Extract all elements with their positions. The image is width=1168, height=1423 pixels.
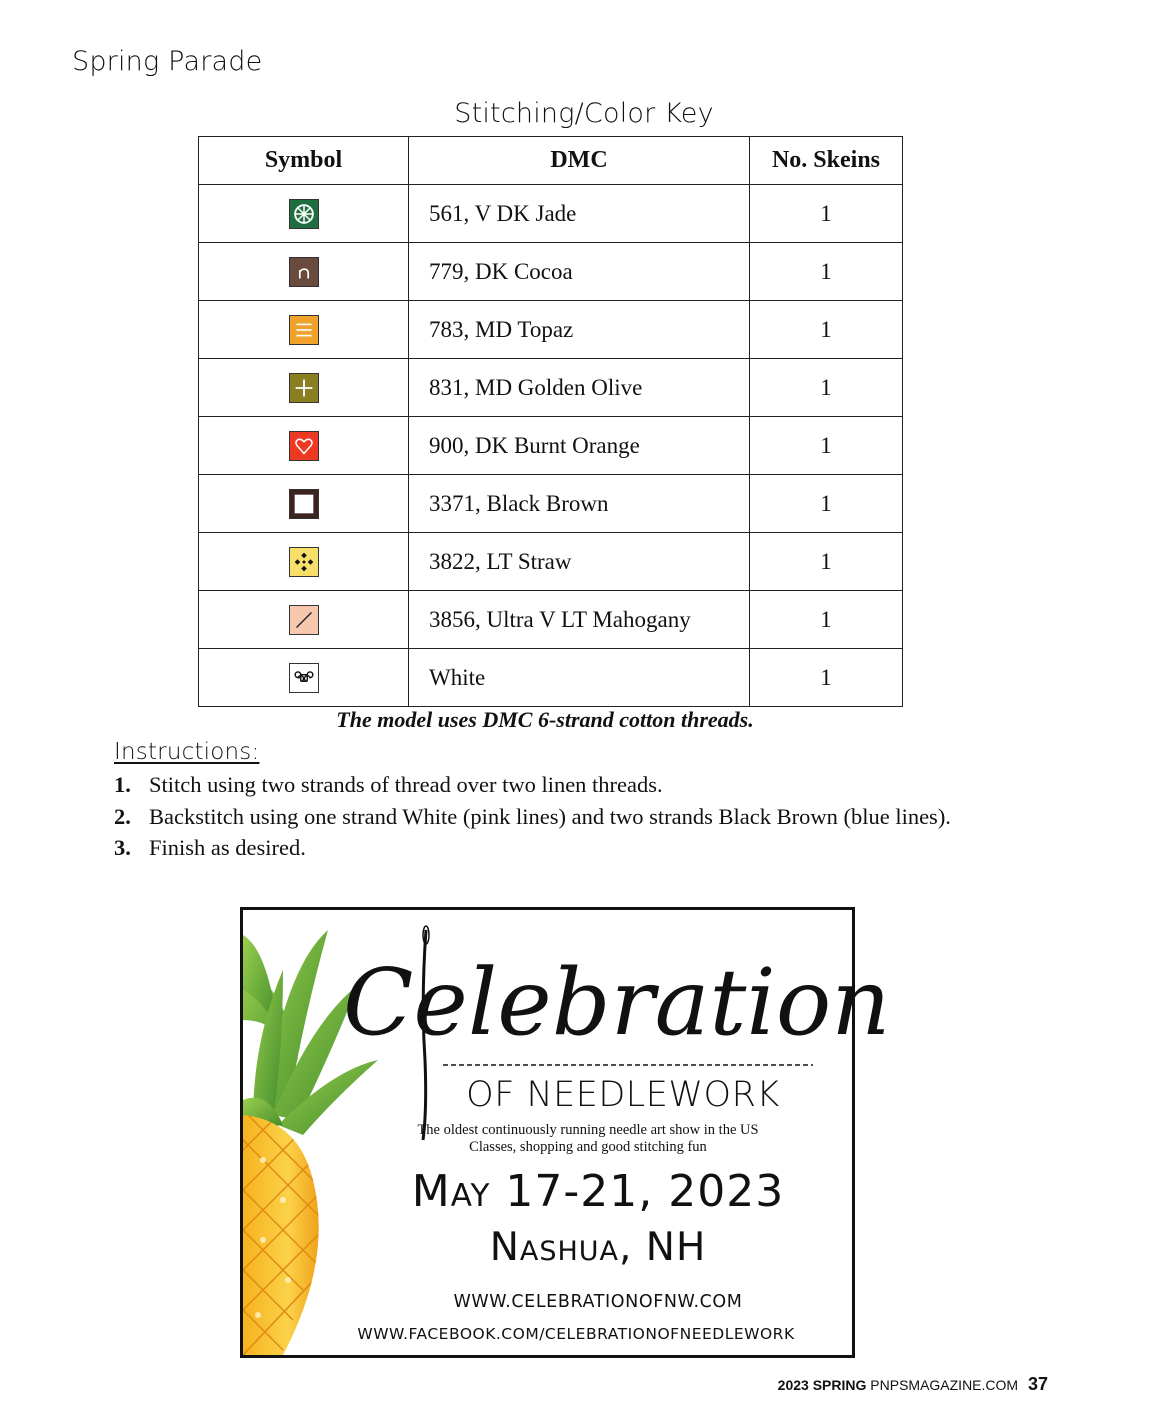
dmc-cell: 3822, LT Straw	[409, 533, 750, 591]
symbol-cell	[199, 243, 409, 301]
command-icon	[289, 663, 319, 693]
table-row	[199, 591, 903, 649]
table-row	[199, 185, 903, 243]
slash-icon	[289, 605, 319, 635]
table-row	[199, 649, 903, 707]
diamond-dots-icon	[289, 547, 319, 577]
list-item	[114, 804, 951, 836]
symbol-cell	[199, 649, 409, 707]
table-row	[199, 533, 903, 591]
symbol-cell	[199, 301, 409, 359]
symbol-cell	[199, 533, 409, 591]
symbol-cell	[199, 417, 409, 475]
skeins-cell: 1	[750, 591, 903, 649]
plus-icon	[289, 373, 319, 403]
step-text: Stitch using two strands of thread over two linen threads.	[149, 772, 663, 797]
column-header-skeins: No. Skeins	[750, 137, 903, 185]
logo-text: Celebration	[343, 949, 891, 1056]
page-footer	[778, 1374, 1048, 1395]
event-location: Nashua, NH	[489, 1225, 707, 1270]
issue-label: 2023 SPRING	[777, 1377, 867, 1393]
celebration-advertisement	[240, 907, 891, 1358]
step-number: 1.	[114, 772, 131, 797]
ad-tagline: The oldest continuously running needle art show in the US	[417, 1122, 759, 1138]
magazine-site: PNPSMAGAZINE.COM	[870, 1377, 1019, 1393]
dmc-cell: 561, V DK Jade	[409, 185, 750, 243]
table-row	[199, 243, 903, 301]
step-text: Finish as desired.	[149, 835, 306, 860]
step-number: 2.	[114, 803, 131, 829]
table-row	[199, 475, 903, 533]
step-number: 3.	[114, 835, 131, 860]
dmc-cell: 900, DK Burnt Orange	[409, 417, 750, 475]
column-header-symbol: Symbol	[199, 137, 409, 185]
dmc-cell: 3856, Ultra V LT Mahogany	[409, 591, 750, 649]
page-number: 37	[1027, 1374, 1048, 1394]
letter-n-icon	[289, 257, 319, 287]
symbol-cell	[199, 475, 409, 533]
list-item	[114, 835, 951, 867]
skeins-cell: 1	[750, 649, 903, 707]
page-header-title: Spring Parade	[72, 46, 263, 77]
website-link[interactable]: WWW.CELEBRATIONOFNW.COM	[453, 1292, 743, 1312]
square-icon	[289, 489, 319, 519]
color-key-title: Stitching/Color Key	[454, 98, 714, 129]
skeins-cell: 1	[750, 417, 903, 475]
wheel-icon	[289, 199, 319, 229]
triple-line-icon	[289, 315, 319, 345]
step-text: Backstitch using one strand White (pink lines) and two strands Black Brown (blue lines).	[149, 803, 951, 829]
heart-icon	[289, 431, 319, 461]
dmc-cell: White	[409, 649, 750, 707]
symbol-cell	[199, 591, 409, 649]
dmc-cell: 779, DK Cocoa	[409, 243, 750, 301]
skeins-cell: 1	[750, 301, 903, 359]
celebration-logo	[343, 922, 891, 1072]
skeins-cell: 1	[750, 533, 903, 591]
instructions-title: Instructions:	[114, 739, 260, 765]
event-dates: May 17-21, 2023	[411, 1166, 785, 1217]
ad-tagline: Classes, shopping and good stitching fun	[469, 1139, 707, 1155]
dmc-cell: 3371, Black Brown	[409, 475, 750, 533]
skeins-cell: 1	[750, 185, 903, 243]
skeins-cell: 1	[750, 475, 903, 533]
color-key-table	[198, 136, 903, 707]
thread-note: The model uses DMC 6-strand cotton threads.	[336, 707, 754, 732]
table-row	[199, 417, 903, 475]
column-header-dmc: DMC	[409, 137, 750, 185]
dmc-cell: 783, MD Topaz	[409, 301, 750, 359]
table-row	[199, 359, 903, 417]
table-header-row	[199, 137, 903, 185]
instructions-list	[114, 772, 951, 867]
table-row	[199, 301, 903, 359]
skeins-cell: 1	[750, 359, 903, 417]
facebook-link[interactable]: WWW.FACEBOOK.COM/CELEBRATIONOFNEEDLEWORK	[357, 1325, 795, 1343]
ad-subtitle: OF NEEDLEWORK	[466, 1075, 780, 1115]
skeins-cell: 1	[750, 243, 903, 301]
symbol-cell	[199, 185, 409, 243]
dmc-cell: 831, MD Golden Olive	[409, 359, 750, 417]
symbol-cell	[199, 359, 409, 417]
list-item	[114, 772, 951, 804]
